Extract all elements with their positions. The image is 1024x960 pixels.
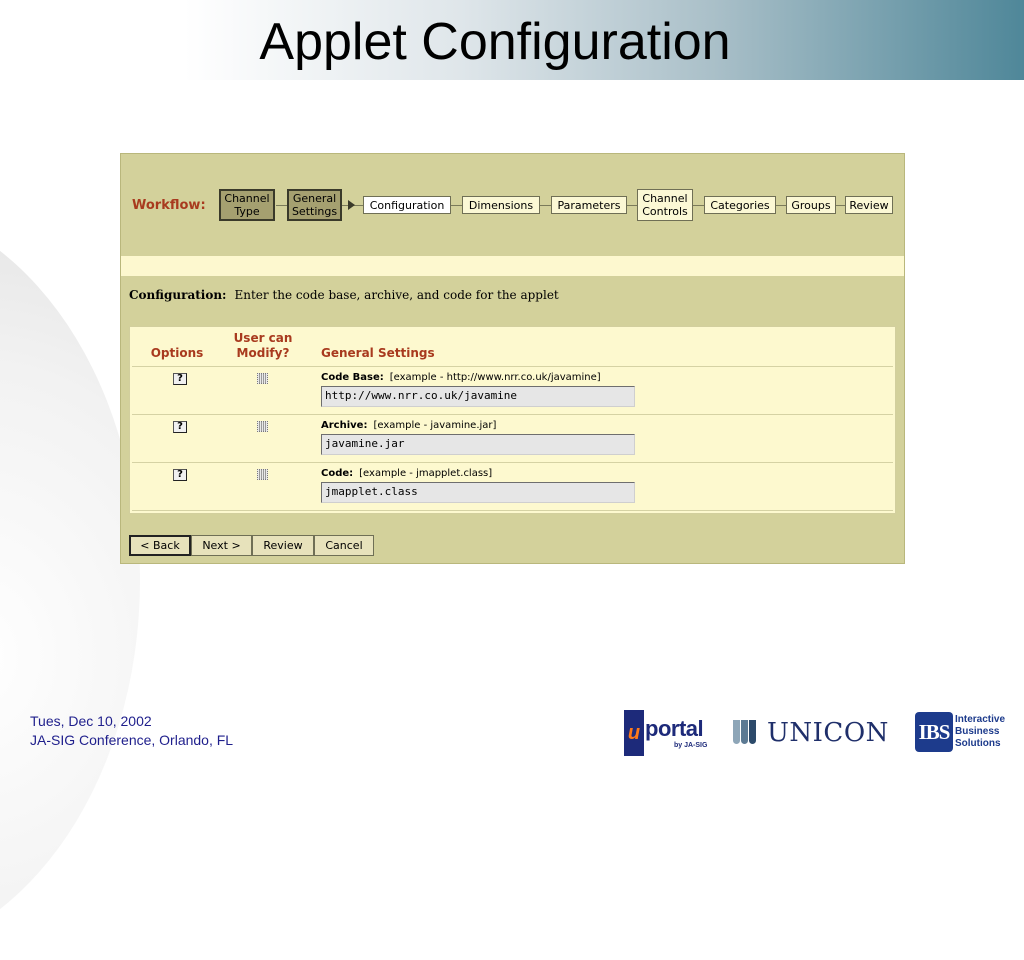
archive-label: Archive: [example - javamine.jar] xyxy=(321,420,497,431)
divider-stripe xyxy=(121,256,904,276)
section-description: Enter the code base, archive, and code for the applet xyxy=(234,288,559,302)
archive-input[interactable]: javamine.jar xyxy=(321,434,635,455)
cancel-button[interactable]: Cancel xyxy=(314,535,374,556)
row-divider xyxy=(132,414,893,415)
help-icon[interactable]: ? xyxy=(173,469,187,481)
workflow-step-parameters[interactable]: Parameters xyxy=(551,196,627,214)
workflow-step-channel-controls[interactable]: Channel Controls xyxy=(637,189,693,221)
row-divider xyxy=(132,462,893,463)
workflow-step-general-settings[interactable]: General Settings xyxy=(287,189,342,221)
uportal-logo xyxy=(624,710,710,756)
workflow-arrow-icon xyxy=(348,200,355,210)
workflow-label: Workflow: xyxy=(132,198,206,213)
help-icon[interactable]: ? xyxy=(173,373,187,385)
slide-title: Applet Configuration xyxy=(259,13,731,71)
code-base-input[interactable]: http://www.nrr.co.uk/javamine xyxy=(321,386,635,407)
ibs-mark: IBS xyxy=(915,712,953,752)
row-divider xyxy=(132,366,893,367)
uportal-wordmark: portal xyxy=(645,716,704,741)
user-modify-checkbox[interactable] xyxy=(257,469,268,480)
header-options: Options xyxy=(150,346,204,360)
review-button[interactable]: Review xyxy=(252,535,314,556)
row-divider xyxy=(132,510,893,511)
unicon-mark-icon xyxy=(733,720,757,744)
slide-footer xyxy=(30,712,233,750)
workflow-step-dimensions[interactable]: Dimensions xyxy=(462,196,540,214)
header-user-can-modify: User can Modify? xyxy=(233,331,293,360)
code-base-label: Code Base: [example - http://www.nrr.co.uk/javamine] xyxy=(321,372,601,383)
ibs-text: Interactive Business Solutions xyxy=(955,714,1006,749)
footer-date: Tues, Dec 10, 2002 xyxy=(30,713,152,729)
help-icon[interactable]: ? xyxy=(173,421,187,433)
uportal-u-mark: u xyxy=(624,710,644,756)
user-modify-checkbox[interactable] xyxy=(257,373,268,384)
uportal-byline: by JA-SIG xyxy=(674,742,708,749)
settings-table xyxy=(129,326,896,514)
back-button[interactable]: < Back xyxy=(129,535,191,556)
user-modify-checkbox[interactable] xyxy=(257,421,268,432)
applet-configuration-panel xyxy=(120,153,905,564)
background-swoosh xyxy=(0,200,140,960)
section-heading xyxy=(129,288,559,302)
footer-event: JA-SIG Conference, Orlando, FL xyxy=(30,732,234,748)
unicon-wordmark: UNICON xyxy=(767,718,889,748)
workflow-step-channel-type[interactable]: Channel Type xyxy=(219,189,275,221)
code-label: Code: [example - jmapplet.class] xyxy=(321,468,493,479)
workflow-step-groups[interactable]: Groups xyxy=(786,196,836,214)
next-button[interactable]: Next > xyxy=(191,535,252,556)
section-label: Configuration: xyxy=(129,288,227,302)
code-input[interactable]: jmapplet.class xyxy=(321,482,635,503)
workflow-step-configuration[interactable]: Configuration xyxy=(363,196,451,214)
workflow-step-review[interactable]: Review xyxy=(845,196,893,214)
header-general-settings: General Settings xyxy=(321,346,435,360)
ibs-logo xyxy=(915,712,1007,754)
workflow-step-categories[interactable]: Categories xyxy=(704,196,776,214)
